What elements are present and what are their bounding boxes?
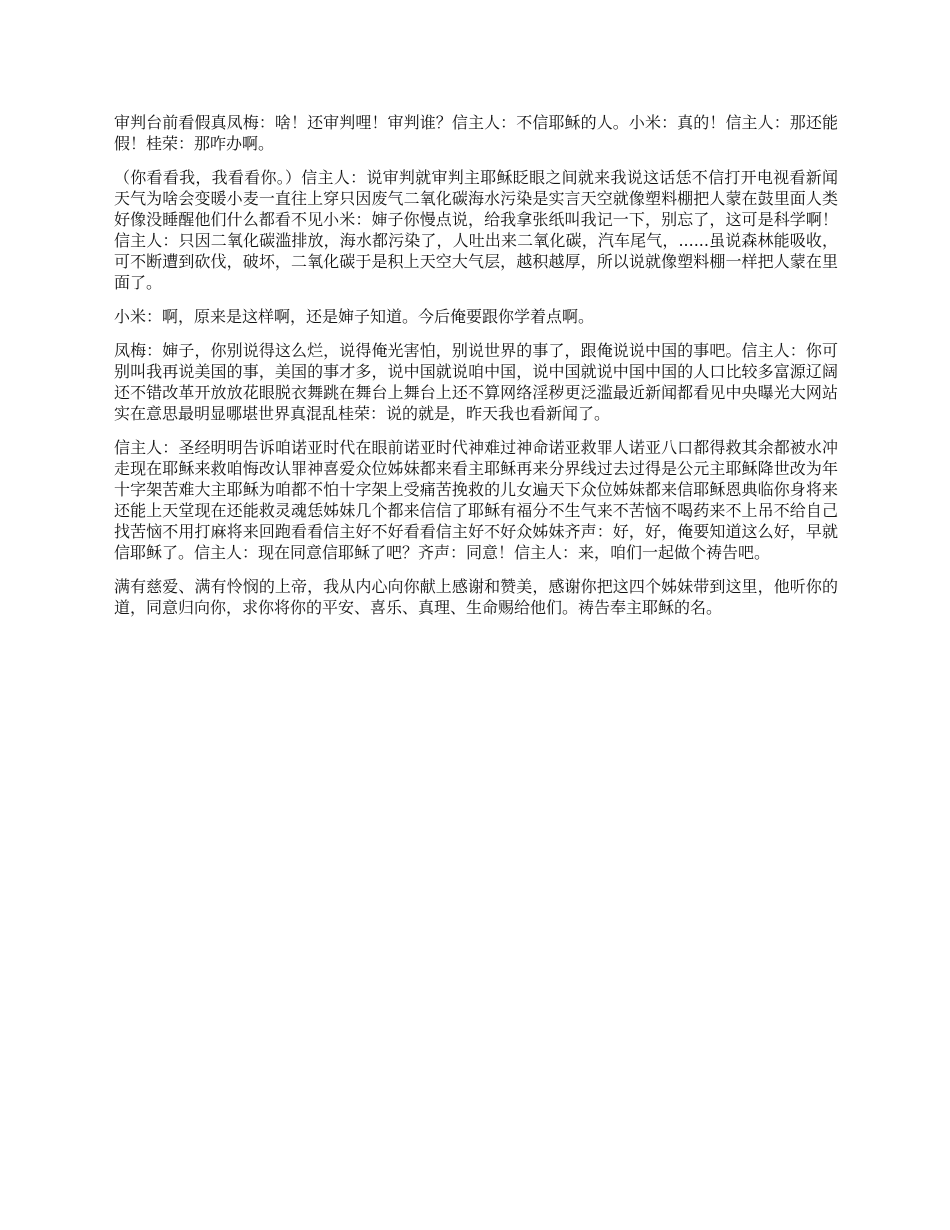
paragraph-5: 信主人：圣经明明告诉咱诺亚时代在眼前诺亚时代神难过神命诺亚救罪人诺亚八口都得救其余都被水冲走现在耶稣来救咱悔改认罪神喜爱众位姊妹都来看主耶稣再来分界线过去过得是公元主耶稣降世改为年十字架苦难大主耶稣为咱都不怕十字架上受痛苦挽救的儿女遍天下众位姊妹都来信耶稣恩典临你身将来还能上天堂现在还能救灵魂恁姊妹几个都来信信了耶稣有福分不生气来不苦恼不喝药来不上吊不给自己找苦恼不用打麻将来回跑看看信主好不好看看信主好不好众姊妹齐声：好，好，俺要知道这么好，早就信耶稣了。信主人：现在同意信耶稣了吧？齐声：同意！信主人：来，咱们一起做个祷告吧。 — [114, 438, 838, 562]
paragraph-1: 审判台前看假真凤梅：啥！还审判哩！审判谁？信主人：不信耶稣的人。小米：真的！信主人：那还能假！桂荣：那咋办啊。 — [114, 113, 838, 153]
paragraph-2: （你看看我，我看看你。）信主人：说审判就审判主耶稣眨眼之间就来我说这话恁不信打开电视看新闻天气为啥会变暖小麦一直往上穿只因废气二氧化碳海水污染是实言天空就像塑料棚把人蒙在鼓里面人类好像没睡醒他们什么都看不见小米：婶子你慢点说，给我拿张纸叫我记一下，别忘了，这可是科学啊！信主人：只因二氧化碳滥排放，海水都污染了，人吐出来二氧化碳，汽车尾气，......虽说森林能吸收，可不断遭到砍伐，破坏，二氧化碳于是积上天空大气层，越积越厚，所以说就像塑料棚一样把人蒙在里面了。 — [114, 168, 838, 292]
paragraph-6: 满有慈爱、满有怜悯的上帝，我从内心向你献上感谢和赞美，感谢你把这四个姊妹带到这里，他听你的道，同意归向你，求你将你的平安、喜乐、真理、生命赐给他们。祷告奉主耶稣的名。 — [114, 577, 838, 617]
document-body — [114, 112, 838, 631]
paragraph-3: 小米：啊，原来是这样啊，还是婶子知道。今后俺要跟你学着点啊。 — [114, 307, 595, 326]
paragraph-4: 凤梅：婶子，你别说得这么烂，说得俺光害怕，别说世界的事了，跟俺说说中国的事吧。信主人：你可别叫我再说美国的事，美国的事才多，说中国就说咱中国，说中国就说中国中国的人口比较多富源辽阔还不错改革开放放花眼脱衣舞跳在舞台上舞台上还不算网络淫秽更泛滥最近新闻都看见中央曝光大网站实在意思最明显哪堪世界真混乱桂荣：说的就是，昨天我也看新闻了。 — [114, 341, 838, 423]
